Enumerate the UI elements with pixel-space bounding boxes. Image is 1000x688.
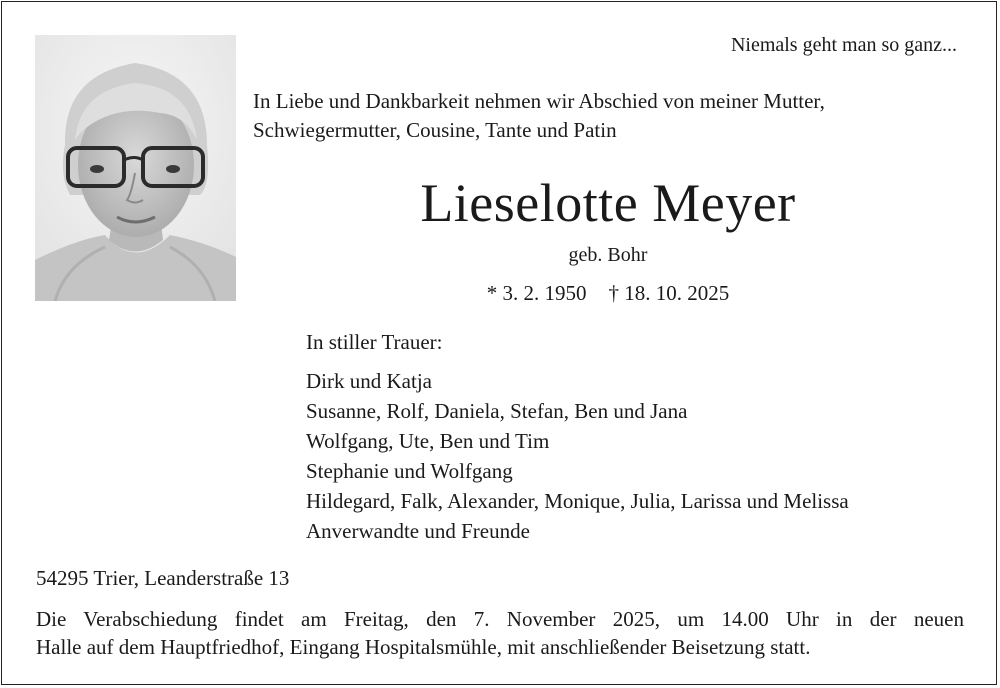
mourner-entry: Wolfgang, Ute, Ben und Tim [306,429,550,453]
mourner-entry: Susanne, Rolf, Daniela, Stefan, Ben und Jana [306,399,688,423]
life-dates [253,281,963,306]
mourner-entry: Anverwandte und Freunde [306,519,530,543]
family-address: 54295 Trier, Leanderstraße 13 [36,566,290,590]
mourner-entry: Stephanie und Wolfgang [306,459,513,483]
mourning-label: In stiller Trauer: [306,330,443,354]
intro-line-1: In Liebe und Dankbarkeit nehmen wir Abschied von meiner Mutter, [253,89,825,113]
motto: Niemals geht man so ganz... [730,34,957,56]
mourner-entry: Dirk und Katja [306,369,432,393]
intro-line-2: Schwiegermutter, Cousine, Tante und Patin [253,118,617,142]
portrait-photo [35,35,236,301]
mourner-entry: Hildegard, Falk, Alexander, Monique, Julia, Larissa und Melissa [306,489,849,513]
death-date: † 18. 10. 2025 [608,281,730,305]
funeral-notice-line-1: Die Verabschiedung findet am Freitag, den 7. November 2025, um 14.00 Uhr in der neuen [36,607,964,631]
intro-text [253,87,968,145]
birth-date: * 3. 2. 1950 [486,281,587,305]
mourners-list [306,366,849,546]
funeral-notice-line-2: Halle auf dem Hauptfriedhof, Eingang Hospitalsmühle, mit anschließender Beisetzung statt. [36,635,811,659]
funeral-notice [36,605,964,661]
deceased-name: Lieselotte Meyer [420,173,796,233]
maiden-name: geb. Bohr [568,244,648,266]
